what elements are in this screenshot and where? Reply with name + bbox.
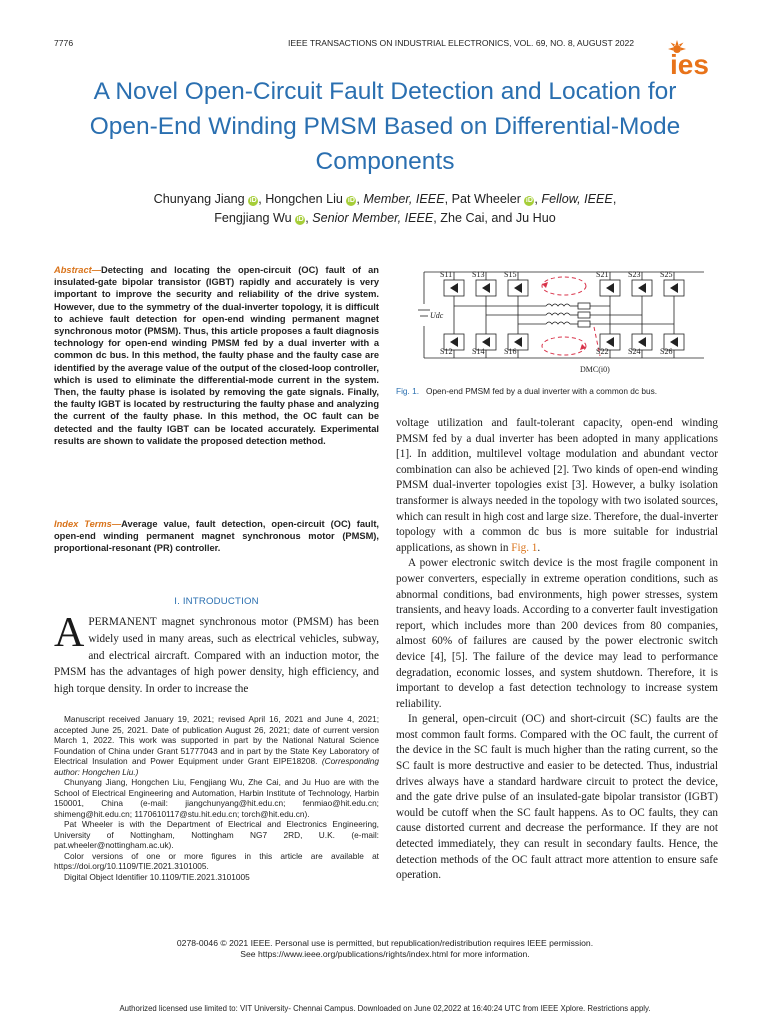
intro-text: PERMANENT magnet synchronous motor (PMSM) has been widely used in many areas, such as electrical vehicles, subway, and electrical aircraft. Compared with an induction motor, the PMSM has the advantages of high power density, high efficiency, and high torque density. In order to increase the <box>54 616 379 696</box>
footnote <box>54 714 379 882</box>
footnote-manuscript: Manuscript received January 19, 2021; revised April 16, 2021 and June 4, 2021; accepted June 25, 2021. Date of publication August 26, 2021; date of current version March 1, 2022. This work was supported in part by the National Natural Science Foundation of China under Grant 51777043 and in part by the State Key Laboratory of Electrical Insulation and Power Equipment under Grant EIPE18208. (Corresponding author: Hongchen Liu.) <box>54 714 379 777</box>
figure-reference-link[interactable]: Fig. 1 <box>511 541 538 554</box>
figure-caption <box>396 386 726 396</box>
author-name: Zhe Cai, and Ju Huo <box>440 211 556 225</box>
index-terms-text: Average value, fault detection, open-circuit (OC) fault, open-end winding permanent magnet synchronous motor (PMSM), proportional-resonant (PR) controller. <box>54 519 379 554</box>
circuit-figure <box>414 264 714 376</box>
footnote-affiliation: Chunyang Jiang, Hongchen Liu, Fengjiang Wu, Zhe Cai, and Ju Huo are with the School of Electrical Engineering and Automation, Harbin Institute of Technology, Harbin 150001, China (e-mail: jiangchunyang@hit.edu.cn; fenmiao@hit.edu.cn; shimeng@hit.edu.cn; 1170610117@stu.hit.edu.cn; torch@hit.edu.cn). <box>54 777 379 819</box>
body-paragraph: A power electronic switch device is the most fragile component in power converters, especially in extreme operation conditions, such as abnormal conditions, bad environments, high power stresses, system transients, and heavy loads. According to a converter fault investigation report, which includes more than 200 devices from 80 companies, almost 60% of failures are caused by the power electronic switch device [4], [5]. The failure of the device may lead to performance degradation, economic losses, and system shutdown. Therefore, it is important to develop a fast detection technology to increase system reliability. <box>396 557 718 710</box>
license-notice: Authorized licensed use limited to: VIT University- Chennai Campus. Downloaded on June 02,2022 at 16:40:24 UTC from IEEE Xplore. Restrictions apply. <box>119 1004 651 1013</box>
index-terms-label: Index Terms <box>54 519 112 529</box>
footnote-color: Color versions of one or more figures in this article are available at https://doi.org/10.1109/TIE.2021.3101005. <box>54 850 379 871</box>
switch-label: S14 <box>472 347 485 356</box>
switch-label: S13 <box>472 270 485 279</box>
abstract-text: Detecting and locating the open-circuit (OC) fault of an insulated-gate bipolar transistor (IGBT) rapidly and accurately is very important to improve the security and reliability of the drive system. However, due to the symmetry of the dual-inverter topology, it is difficult to achieve fault detection for open-end winding permanent magnet synchronous motor (PMSM). Thus, this article proposes a fault diagnosis technology for open-end winding PMSM fed by a dual inverter with a common dc bus. In this method, the faulty phase and the faulty case are identified by the average value of the output of the closed-loop controller, which is used to eliminate the differential-mode current in the system. Then, the faulty phase is isolated by removing the gate signals. Finally, the faulty IGBT is located by restructuring the faulty phase and analyzing the current of the faulty phase. In this method, the OC fault can be detected and the faulty IGBT can be located accurately. Experimental results are shown to validate the proposed detection method. <box>54 265 379 446</box>
author-name: Fengjiang Wu <box>214 211 292 225</box>
author-role: Fellow, IEEE <box>541 192 613 206</box>
switch-label: S24 <box>628 347 641 356</box>
author-role: Senior Member, IEEE <box>312 211 434 225</box>
author-name: Chunyang Jiang <box>153 192 245 206</box>
drop-cap: A <box>54 610 85 656</box>
dmc-label: DMC(i0) <box>580 365 610 374</box>
udc-label: Udc <box>430 311 444 320</box>
paper-title: A Novel Open-Circuit Fault Detection and Location for Open-End Winding PMSM Based on Differential-Mode Components <box>89 78 681 175</box>
logo-text: ies <box>670 49 709 80</box>
footnote-affiliation-2: Pat Wheeler is with the Department of Electrical and Electronics Engineering, University of Nottingham, Nottingham NG7 2RD, U.K. (e-mail: pat.wheeler@nottingham.ac.uk). <box>54 819 379 850</box>
index-terms: Index Terms—Average value, fault detection, open-circuit (OC) fault, open-end winding permanent magnet synchronous motor (PMSM), proportional-resonant (PR) controller. <box>54 519 379 554</box>
switch-label: S26 <box>660 347 673 356</box>
orcid-icon: iD <box>249 197 257 204</box>
switch-label: S23 <box>628 270 641 279</box>
footnote-doi: Digital Object Identifier 10.1109/TIE.2021.3101005 <box>64 871 250 882</box>
body-right-column <box>396 416 718 884</box>
figure-caption-label: Fig. 1. <box>396 386 420 396</box>
figure-caption-text: Open-end PMSM fed by a dual inverter with a common dc bus. <box>425 386 658 396</box>
author-role: Member, IEEE <box>363 192 445 206</box>
switch-label: S11 <box>440 270 453 279</box>
switch-label: S12 <box>440 347 453 356</box>
author-name: Pat Wheeler <box>451 192 521 206</box>
switch-label: S15 <box>504 270 517 279</box>
author-name: Hongchen Liu <box>265 192 343 206</box>
running-head: IEEE TRANSACTIONS ON INDUSTRIAL ELECTRONICS, VOL. 69, NO. 8, AUGUST 2022 <box>288 38 635 48</box>
body-paragraph: voltage utilization and fault-tolerant capacity, open-end winding PMSM fed by a dual inverter has been adopted in many applications [1]. In addition, multilevel voltage modulation and abundant vector combination can also be achieved [2]. Two kinds of open-end winding PMSM dual-inverter topologies exist [3]. However, a bulky isolation transformer is always needed in the topology with two isolated sources, which can result in high cost and large size. Therefore, the dual-inverter topology with a common dc bus is more suitable for industrial applications, as shown in Fig. 1. <box>396 417 718 554</box>
switch-label: S16 <box>504 347 517 356</box>
abstract: Abstract—Detecting and locating the open-circuit (OC) fault of an insulated-gate bipolar transistor (IGBT) rapidly and accurately is very important to improve the security and reliability of the drive system. However, due to the symmetry of the dual-inverter topology, it is difficult to achieve fault detection for open-end winding permanent magnet synchronous motor (PMSM). Thus, this article proposes a fault diagnosis technology for open-end winding PMSM fed by a dual inverter with a common dc bus. In this method, the faulty phase and the faulty case are identified by the average value of the output of the closed-loop controller, which is used to eliminate the differential-mode current in the system. Then, the faulty phase is isolated by removing the gate signals. Finally, the faulty IGBT is located by restructuring the faulty phase and analyzing the current of the faulty phase. In this method, the OC fault can be detected and the faulty IGBT can be located accurately. Experimental results are shown to validate the proposed detection method. <box>54 265 379 446</box>
orcid-icon: iD <box>296 216 304 223</box>
orcid-icon: iD <box>347 197 355 204</box>
switch-label: S25 <box>660 270 673 279</box>
intro-paragraph <box>54 610 379 698</box>
abstract-label: Abstract <box>54 265 92 275</box>
section-heading: I. INTRODUCTION <box>174 596 259 607</box>
copyright-notice: 0278-0046 © 2021 IEEE. Personal use is permitted, but republication/redistribution requires IEEE permission. See https://www.ieee.org/publications/rights/index.html for more information. <box>176 938 594 959</box>
orcid-icon: iD <box>525 197 533 204</box>
switch-label: S22 <box>596 347 609 356</box>
body-paragraph: In general, open-circuit (OC) and short-circuit (SC) faults are the most common fault forms. Compared with the OC fault, the current of the device in the SC fault is much higher than the rating current, so the SC fault is more destructive and easier to be detected. Thus, industrial drives always have a standard hardware circuit to protect the device, and the gate drive pulse of an insulated-gate bipolar transistor (IGBT) would be cutoff when the SC fault happens. As to OC faults, they can cause distorted current and decrease the performance. If they are not detected immediately, they can result in secondary faults. Hence, the detection methods of the OC fault attract more attention to ensure safe operation. <box>396 713 718 882</box>
page-number: 7776 <box>54 38 74 48</box>
author-list: Chunyang Jiang iD , Hongchen Liu iD , Member, IEEE, Pat Wheeler iD , Fellow, IEEE, Fengjiang Wu iD , Senior Member, IEEE, Zhe Cai, and Ju Huo <box>153 192 617 225</box>
switch-label: S21 <box>596 270 609 279</box>
